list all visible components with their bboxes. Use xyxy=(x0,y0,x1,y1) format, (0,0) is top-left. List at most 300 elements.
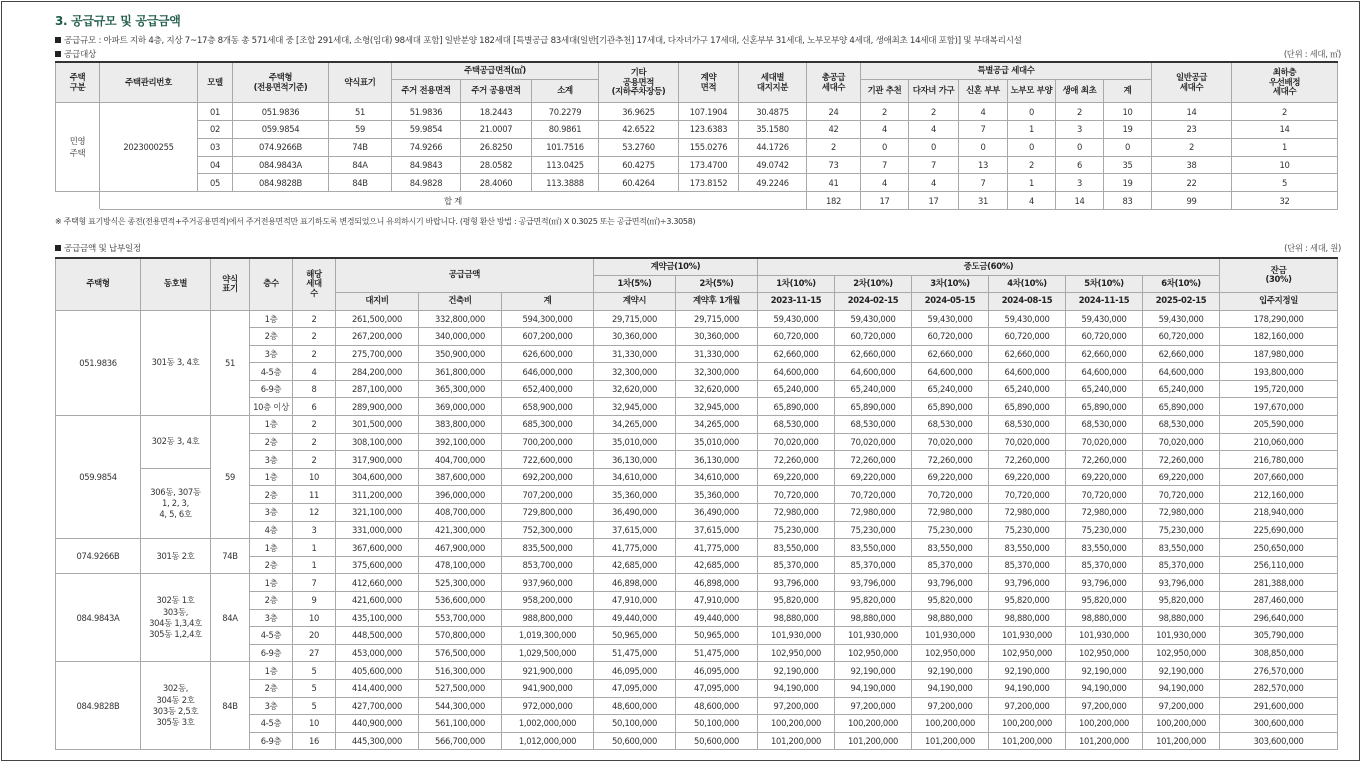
t2-cell: 31,330,000 xyxy=(676,345,758,363)
t2-cell: 72,260,000 xyxy=(1066,451,1143,469)
t2-cell: 93,796,000 xyxy=(912,574,989,592)
t1-cell: 2 xyxy=(1008,156,1056,174)
t2-header-mid-2: 2차(10%) xyxy=(835,275,912,292)
t2-header-dep2-when: 계약후 1개월 xyxy=(676,292,758,310)
t1-header-area: 주택공급면적(㎡) xyxy=(392,62,599,80)
t2-cell: 937,960,000 xyxy=(502,574,594,592)
t2-cell: 98,880,000 xyxy=(912,609,989,627)
t1-total-cell: 32 xyxy=(1232,192,1338,210)
t2-house-type: 059.9854 xyxy=(56,416,141,539)
t2-cell: 570,800,000 xyxy=(419,627,502,645)
t2-cell: 2층 xyxy=(250,556,293,574)
t2-cell: 69,220,000 xyxy=(989,468,1066,486)
t2-cell: 2층 xyxy=(250,592,293,610)
t2-cell: 4-5층 xyxy=(250,715,293,733)
t1-cell: 49.0742 xyxy=(739,156,807,174)
t1-cell: 4 xyxy=(861,174,909,192)
t2-cell: 37,615,000 xyxy=(594,521,676,539)
t1-cell: 44.1726 xyxy=(739,138,807,156)
t2-cell: 65,890,000 xyxy=(758,398,835,416)
t1-cell: 4 xyxy=(861,121,909,139)
t2-cell: 68,530,000 xyxy=(758,416,835,434)
t1-cell: 2 xyxy=(807,138,861,156)
t2-cell: 70,020,000 xyxy=(758,433,835,451)
t1-cell: 074.9266B xyxy=(233,138,329,156)
t2-cell: 92,190,000 xyxy=(1143,662,1220,680)
t2-cell: 72,260,000 xyxy=(989,451,1066,469)
t2-cell: 85,370,000 xyxy=(835,556,912,574)
t2-cell: 100,200,000 xyxy=(835,715,912,733)
t1-cell: 49.2246 xyxy=(739,174,807,192)
t2-cell: 72,260,000 xyxy=(912,451,989,469)
t1-total-cell: 99 xyxy=(1152,192,1232,210)
t2-cell: 692,200,000 xyxy=(502,468,594,486)
t2-cell: 404,700,000 xyxy=(419,451,502,469)
t1-header-sp-parent: 노부모 부양 xyxy=(1008,80,1056,103)
t2-cell: 94,190,000 xyxy=(758,679,835,697)
t1-cell: 02 xyxy=(198,121,233,139)
t1-row xyxy=(56,174,1338,192)
t2-cell: 261,500,000 xyxy=(336,310,419,328)
section-title: 3. 공급규모 및 공급금액 xyxy=(55,14,181,28)
t2-cell: 46,095,000 xyxy=(676,662,758,680)
price-schedule-line xyxy=(55,242,141,254)
t2-cell: 5 xyxy=(293,662,336,680)
t1-cell: 084.9843A xyxy=(233,156,329,174)
t2-header-units: 해당 세대 수 xyxy=(293,258,336,310)
t2-cell: 60,720,000 xyxy=(835,328,912,346)
t2-cell: 646,000,000 xyxy=(502,363,594,381)
t1-total-cell: 182 xyxy=(807,192,861,210)
t1-cell: 1 xyxy=(1232,138,1338,156)
t2-cell: 218,940,000 xyxy=(1220,504,1338,522)
t2-cell: 68,530,000 xyxy=(1143,416,1220,434)
t2-header-build: 건축비 xyxy=(419,292,502,310)
t2-cell: 59,430,000 xyxy=(1143,310,1220,328)
t2-cell: 707,200,000 xyxy=(502,486,594,504)
t2-building: 302동 1호 303동, 304동 1,3,4호 305동 1,2,4호 xyxy=(141,574,211,662)
t1-mgmt-no: 2023000255 xyxy=(100,103,198,192)
t1-cell: 123.6383 xyxy=(679,121,739,139)
t2-cell: 34,610,000 xyxy=(594,468,676,486)
t2-cell: 64,600,000 xyxy=(1143,363,1220,381)
t1-total-cell: 83 xyxy=(1104,192,1152,210)
t2-cell: 1,002,000,000 xyxy=(502,715,594,733)
t2-cell: 50,965,000 xyxy=(676,627,758,645)
t2-cell: 69,220,000 xyxy=(758,468,835,486)
t2-cell: 101,200,000 xyxy=(758,732,835,750)
t2-cell: 7 xyxy=(293,574,336,592)
t2-cell: 83,550,000 xyxy=(1143,539,1220,557)
t2-cell: 36,490,000 xyxy=(676,504,758,522)
t2-cell: 101,200,000 xyxy=(989,732,1066,750)
t2-cell: 101,200,000 xyxy=(835,732,912,750)
t2-cell: 3층 xyxy=(250,451,293,469)
t2-cell: 46,095,000 xyxy=(594,662,676,680)
t2-cell: 1,029,500,000 xyxy=(502,644,594,662)
t2-cell: 42,685,000 xyxy=(676,556,758,574)
t1-cell: 173.8152 xyxy=(679,174,739,192)
t2-house-type: 074.9266B xyxy=(56,539,141,574)
t1-cell: 04 xyxy=(198,156,233,174)
t2-cell: 1층 xyxy=(250,416,293,434)
t2-cell: 95,820,000 xyxy=(989,592,1066,610)
t1-cell: 113.3888 xyxy=(532,174,599,192)
t2-cell: 32,300,000 xyxy=(594,363,676,381)
bullet-square-icon xyxy=(55,245,61,251)
t1-header-total-supply: 총공급 세대수 xyxy=(807,62,861,103)
t2-cell: 41,775,000 xyxy=(594,539,676,557)
t2-cell: 100,200,000 xyxy=(1066,715,1143,733)
t2-cell: 47,910,000 xyxy=(594,592,676,610)
t2-cell: 97,200,000 xyxy=(989,697,1066,715)
t1-cell: 18.2443 xyxy=(461,103,532,121)
t1-header-mgmt-no: 주택관리번호 xyxy=(100,62,198,103)
t2-cell: 101,200,000 xyxy=(1066,732,1143,750)
t2-cell: 365,300,000 xyxy=(419,380,502,398)
t1-cell: 84.9843 xyxy=(392,156,461,174)
t2-cell: 60,720,000 xyxy=(1066,328,1143,346)
t1-cell: 2 xyxy=(861,103,909,121)
t2-cell: 626,600,000 xyxy=(502,345,594,363)
t1-cell: 60.4275 xyxy=(599,156,679,174)
t2-cell: 95,820,000 xyxy=(912,592,989,610)
t1-body xyxy=(56,103,1338,210)
t2-cell: 60,720,000 xyxy=(1143,328,1220,346)
t2-cell: 10 xyxy=(293,715,336,733)
price-schedule-table xyxy=(55,257,1338,750)
t2-cell: 276,570,000 xyxy=(1220,662,1338,680)
t2-cell: 65,240,000 xyxy=(1143,380,1220,398)
t2-header-supply-price: 공급금액 xyxy=(336,258,594,292)
t2-cell: 35,010,000 xyxy=(676,433,758,451)
t1-total-cell: 14 xyxy=(1056,192,1104,210)
t2-cell: 101,930,000 xyxy=(989,627,1066,645)
t2-cell: 250,650,000 xyxy=(1220,539,1338,557)
t2-cell: 421,300,000 xyxy=(419,521,502,539)
t1-total-row xyxy=(56,192,1338,210)
t2-building: 302동 3, 4호 xyxy=(141,416,211,469)
t2-cell: 566,700,000 xyxy=(419,732,502,750)
t2-cell: 304,600,000 xyxy=(336,468,419,486)
t2-cell: 392,100,000 xyxy=(419,433,502,451)
t2-building: 301동 2호 xyxy=(141,539,211,574)
t2-cell: 97,200,000 xyxy=(1066,697,1143,715)
t1-cell: 2 xyxy=(1232,103,1338,121)
t1-total-cell: 4 xyxy=(1008,192,1056,210)
t2-cell: 51,475,000 xyxy=(594,644,676,662)
t2-cell: 478,100,000 xyxy=(419,556,502,574)
t1-cell: 1 xyxy=(1008,174,1056,192)
t2-cell: 396,000,000 xyxy=(419,486,502,504)
t2-cell: 31,330,000 xyxy=(594,345,676,363)
t1-header-common: 주거 공용면적 xyxy=(461,80,532,103)
t2-cell: 85,370,000 xyxy=(758,556,835,574)
t2-cell: 2 xyxy=(293,451,336,469)
t2-cell: 70,020,000 xyxy=(835,433,912,451)
t2-cell: 47,910,000 xyxy=(676,592,758,610)
t2-cell: 65,240,000 xyxy=(989,380,1066,398)
t2-cell: 37,615,000 xyxy=(676,521,758,539)
t2-short: 84A xyxy=(211,574,250,662)
supply-target-label: 공급대상 xyxy=(64,50,97,60)
t1-cell: 7 xyxy=(861,156,909,174)
t1-cell: 2 xyxy=(1056,103,1104,121)
t1-cell: 155.0276 xyxy=(679,138,739,156)
t2-cell: 69,220,000 xyxy=(835,468,912,486)
t2-cell: 2 xyxy=(293,328,336,346)
t2-cell: 72,980,000 xyxy=(758,504,835,522)
bullet-square-icon xyxy=(55,51,61,57)
t2-house-type: 051.9836 xyxy=(56,310,141,416)
t2-short: 84B xyxy=(211,662,250,750)
t2-cell: 594,300,000 xyxy=(502,310,594,328)
t1-cell: 70.2279 xyxy=(532,103,599,121)
t2-cell: 467,900,000 xyxy=(419,539,502,557)
t2-cell: 93,796,000 xyxy=(1066,574,1143,592)
t1-header-land-share: 세대별 대지지분 xyxy=(739,62,807,103)
t1-cell: 2 xyxy=(1152,138,1232,156)
t2-cell: 448,500,000 xyxy=(336,627,419,645)
t2-cell: 1층 xyxy=(250,574,293,592)
t1-cell: 30.4875 xyxy=(739,103,807,121)
t2-cell: 75,230,000 xyxy=(989,521,1066,539)
t2-cell: 527,500,000 xyxy=(419,679,502,697)
t2-cell: 3층 xyxy=(250,609,293,627)
t2-cell: 97,200,000 xyxy=(758,697,835,715)
t2-cell: 48,600,000 xyxy=(594,697,676,715)
t2-cell: 607,200,000 xyxy=(502,328,594,346)
t2-header-mid-1: 1차(10%) xyxy=(758,275,835,292)
t2-cell: 92,190,000 xyxy=(912,662,989,680)
t2-cell: 65,890,000 xyxy=(1143,398,1220,416)
t2-cell: 281,388,000 xyxy=(1220,574,1338,592)
t2-cell: 50,100,000 xyxy=(594,715,676,733)
t2-cell: 102,950,000 xyxy=(1066,644,1143,662)
t2-cell: 49,440,000 xyxy=(676,609,758,627)
t2-cell: 102,950,000 xyxy=(835,644,912,662)
t2-cell: 64,600,000 xyxy=(758,363,835,381)
t2-cell: 72,980,000 xyxy=(1066,504,1143,522)
t2-cell: 427,700,000 xyxy=(336,697,419,715)
t1-cell: 24 xyxy=(807,103,861,121)
t1-cell: 6 xyxy=(1056,156,1104,174)
t2-cell: 75,230,000 xyxy=(758,521,835,539)
t2-cell: 193,800,000 xyxy=(1220,363,1338,381)
t2-cell: 16 xyxy=(293,732,336,750)
t1-cell: 36.9625 xyxy=(599,103,679,121)
t2-cell: 361,800,000 xyxy=(419,363,502,381)
t1-header-type: 주택 구분 xyxy=(56,62,100,103)
t2-cell: 69,220,000 xyxy=(1066,468,1143,486)
t2-cell: 2층 xyxy=(250,679,293,697)
t1-cell: 101.7516 xyxy=(532,138,599,156)
t2-cell: 65,890,000 xyxy=(912,398,989,416)
t1-cell: 42 xyxy=(807,121,861,139)
t2-cell: 544,300,000 xyxy=(419,697,502,715)
t2-cell: 32,945,000 xyxy=(676,398,758,416)
t1-cell: 28.0582 xyxy=(461,156,532,174)
t1-cell: 41 xyxy=(807,174,861,192)
t1-cell: 10 xyxy=(1232,156,1338,174)
t2-row xyxy=(56,539,1338,557)
t2-cell: 59,430,000 xyxy=(835,310,912,328)
t2-cell: 1 xyxy=(293,539,336,557)
t2-cell: 2층 xyxy=(250,433,293,451)
t2-cell: 62,660,000 xyxy=(1143,345,1220,363)
t1-cell: 35 xyxy=(1104,156,1152,174)
t2-cell: 210,060,000 xyxy=(1220,433,1338,451)
t2-cell: 70,720,000 xyxy=(1066,486,1143,504)
t2-cell: 50,965,000 xyxy=(594,627,676,645)
t2-cell: 367,600,000 xyxy=(336,539,419,557)
t2-cell: 65,890,000 xyxy=(989,398,1066,416)
t2-cell: 685,300,000 xyxy=(502,416,594,434)
t1-total-cell: 31 xyxy=(959,192,1008,210)
t1-cell: 0 xyxy=(1008,103,1056,121)
t2-cell: 369,000,000 xyxy=(419,398,502,416)
t2-cell: 303,600,000 xyxy=(1220,732,1338,750)
t2-header-mid: 중도금(60%) xyxy=(758,258,1220,275)
t2-cell: 941,900,000 xyxy=(502,679,594,697)
t2-cell: 100,200,000 xyxy=(989,715,1066,733)
t2-cell: 65,890,000 xyxy=(1066,398,1143,416)
t2-cell: 70,720,000 xyxy=(835,486,912,504)
note-text: ※ 주택형 표기방식은 종전(전용면적+주거공용면적)에서 주거전용면적만 표기하도록 변경되었으니 유의하시기 바랍니다. (평형 환산 방법 : 공급면적(㎡) X 0.3025 또는 공급면적(㎡)÷3.3058) xyxy=(55,217,696,226)
t1-cell: 10 xyxy=(1104,103,1152,121)
t2-cell: 65,240,000 xyxy=(758,380,835,398)
t2-cell: 72,980,000 xyxy=(835,504,912,522)
t2-cell: 65,240,000 xyxy=(912,380,989,398)
t2-cell: 101,200,000 xyxy=(1143,732,1220,750)
t2-cell: 95,820,000 xyxy=(1066,592,1143,610)
t1-cell: 74B xyxy=(329,138,392,156)
t2-cell: 94,190,000 xyxy=(912,679,989,697)
t2-cell: 311,200,000 xyxy=(336,486,419,504)
t2-cell: 408,700,000 xyxy=(419,504,502,522)
t2-building: 301동 3, 4호 xyxy=(141,310,211,416)
t2-cell: 70,720,000 xyxy=(912,486,989,504)
t2-cell: 291,600,000 xyxy=(1220,697,1338,715)
t2-cell: 10 xyxy=(293,609,336,627)
t2-cell: 65,240,000 xyxy=(835,380,912,398)
t1-cell: 4 xyxy=(909,121,959,139)
t2-header-floor: 층수 xyxy=(250,258,293,310)
t2-short: 51 xyxy=(211,310,250,416)
t2-cell: 835,500,000 xyxy=(502,539,594,557)
t1-header-lowest: 최하층 우선배정 세대수 xyxy=(1232,62,1338,103)
t1-cell: 4 xyxy=(959,103,1008,121)
t1-row xyxy=(56,121,1338,139)
t2-cell: 921,900,000 xyxy=(502,662,594,680)
t1-cell: 19 xyxy=(1104,174,1152,192)
t2-cell: 36,130,000 xyxy=(594,451,676,469)
t2-cell: 1층 xyxy=(250,310,293,328)
t2-cell: 72,980,000 xyxy=(989,504,1066,522)
t2-cell: 92,190,000 xyxy=(1066,662,1143,680)
t1-cell: 3 xyxy=(1056,121,1104,139)
t2-cell: 6-9층 xyxy=(250,380,293,398)
t2-cell: 4-5층 xyxy=(250,363,293,381)
t2-cell: 1,019,300,000 xyxy=(502,627,594,645)
t2-cell: 212,160,000 xyxy=(1220,486,1338,504)
t2-cell: 3층 xyxy=(250,697,293,715)
t2-cell: 3층 xyxy=(250,345,293,363)
t2-body xyxy=(56,310,1338,750)
t2-header-mid-date-2: 2024-02-15 xyxy=(835,292,912,310)
t2-cell: 59,430,000 xyxy=(758,310,835,328)
t2-cell: 287,100,000 xyxy=(336,380,419,398)
t2-cell: 6-9층 xyxy=(250,644,293,662)
t2-header-mid-date-6: 2025-02-15 xyxy=(1143,292,1220,310)
t2-cell: 95,820,000 xyxy=(758,592,835,610)
t2-header-mid-4: 4차(10%) xyxy=(989,275,1066,292)
t2-cell: 46,898,000 xyxy=(676,574,758,592)
t2-cell: 41,775,000 xyxy=(676,539,758,557)
supply-scale-text: 공급규모 : 아파트 지하 4층, 지상 7~17층 8개동 총 571세대 중 [조합 291세대, 소형(임대) 98세대 포함] 일반분양 182세대 [특별공급 83세대(일반[기관추천] 17세대, 다자녀가구 17세대, 신혼부부 31세대, 노부모부양 4세대, 생애최초 14세대 포함)] 및 부대복리시설 xyxy=(64,36,1022,46)
t2-short: 59 xyxy=(211,416,250,539)
t2-cell: 275,700,000 xyxy=(336,345,419,363)
t2-cell: 576,500,000 xyxy=(419,644,502,662)
t2-cell: 101,930,000 xyxy=(1066,627,1143,645)
t2-cell: 195,720,000 xyxy=(1220,380,1338,398)
t2-cell: 72,260,000 xyxy=(1143,451,1220,469)
t1-cell: 5 xyxy=(1232,174,1338,192)
t2-cell: 317,900,000 xyxy=(336,451,419,469)
t1-cell: 7 xyxy=(959,174,1008,192)
t2-cell: 308,100,000 xyxy=(336,433,419,451)
t2-cell: 1 xyxy=(293,556,336,574)
t2-cell: 69,220,000 xyxy=(912,468,989,486)
t2-cell: 68,530,000 xyxy=(989,416,1066,434)
t2-cell: 97,200,000 xyxy=(835,697,912,715)
t2-cell: 101,930,000 xyxy=(912,627,989,645)
t1-cell: 173.4700 xyxy=(679,156,739,174)
t2-cell: 32,945,000 xyxy=(594,398,676,416)
t2-house-type: 084.9843A xyxy=(56,574,141,662)
t2-row xyxy=(56,416,1338,434)
t1-cell: 19 xyxy=(1104,121,1152,139)
t2-header-mid-6: 6차(10%) xyxy=(1143,275,1220,292)
t2-cell: 30,360,000 xyxy=(676,328,758,346)
t2-cell: 65,890,000 xyxy=(835,398,912,416)
t1-header-house-type: 주택형 (전용면적기준) xyxy=(233,62,329,103)
t2-header-mid-5: 5차(10%) xyxy=(1066,275,1143,292)
t2-cell: 51,475,000 xyxy=(676,644,758,662)
t1-cell: 21.0007 xyxy=(461,121,532,139)
t1-header-subtotal: 소계 xyxy=(532,80,599,103)
t1-cell: 73 xyxy=(807,156,861,174)
t2-cell: 10 xyxy=(293,468,336,486)
t2-cell: 47,095,000 xyxy=(594,679,676,697)
t2-cell: 83,550,000 xyxy=(912,539,989,557)
t1-cell: 38 xyxy=(1152,156,1232,174)
t2-cell: 60,720,000 xyxy=(989,328,1066,346)
t2-cell: 445,300,000 xyxy=(336,732,419,750)
t1-cell: 05 xyxy=(198,174,233,192)
t2-cell: 64,600,000 xyxy=(912,363,989,381)
t2-cell: 12 xyxy=(293,504,336,522)
t2-cell: 62,660,000 xyxy=(835,345,912,363)
t1-header-contract-area: 계약 면적 xyxy=(679,62,739,103)
unit-label-2: (단위 : 세대, 원) xyxy=(1284,243,1341,253)
t2-cell: 32,620,000 xyxy=(594,380,676,398)
t1-total-label: 합 계 xyxy=(100,192,807,210)
t2-cell: 50,600,000 xyxy=(676,732,758,750)
t2-cell: 296,640,000 xyxy=(1220,609,1338,627)
t2-header-mid-date-5: 2024-11-15 xyxy=(1066,292,1143,310)
t2-cell: 440,900,000 xyxy=(336,715,419,733)
